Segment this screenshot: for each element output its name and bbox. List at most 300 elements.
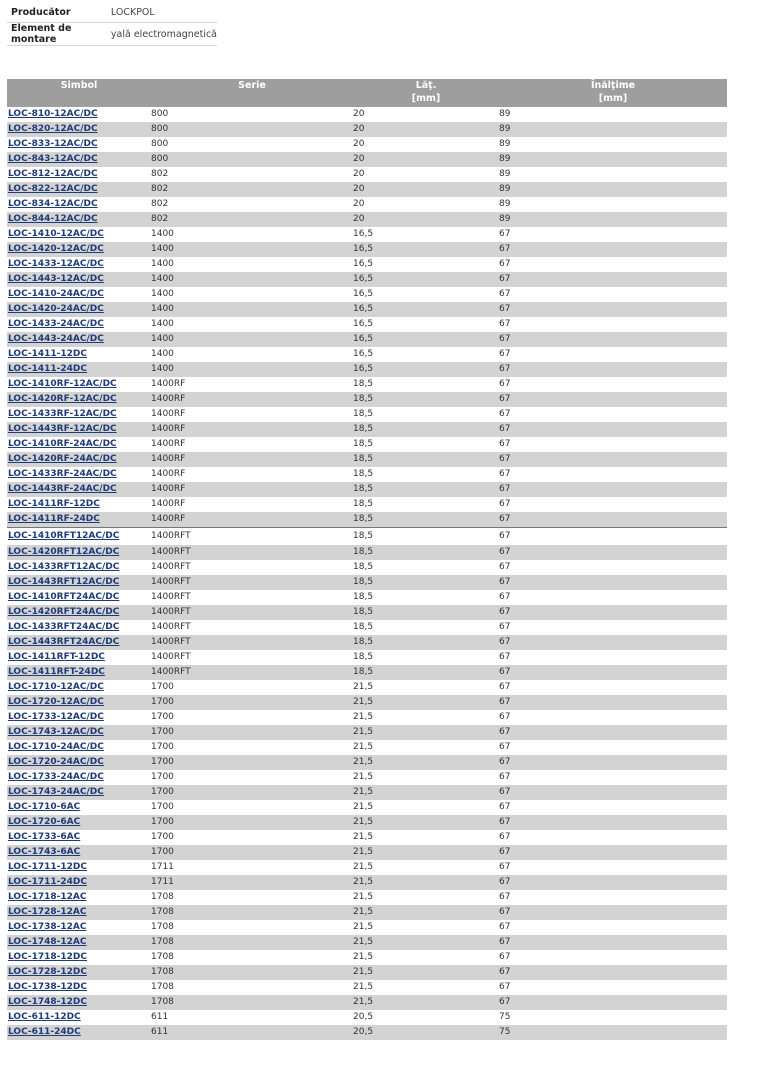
cell-serie: 1400RF [151,409,186,419]
cell-latime: 21,5 [353,892,374,902]
table-row [7,770,727,785]
cell-symbol [7,482,151,497]
cell-inaltime: 67 [499,755,727,770]
cell-latime: 18,5 [353,379,374,389]
product-symbol-link[interactable]: LOC-1410RFT12AC/DC [8,531,120,541]
cell-latime: 16,5 [353,302,499,317]
header-latime [353,79,499,107]
table-row [7,905,727,920]
cell-symbol [7,392,151,407]
product-symbol-link[interactable]: LOC-1410RF-24AC/DC [8,439,117,449]
cell-symbol [7,167,151,182]
product-symbol-link[interactable]: LOC-1443RF-24AC/DC [8,484,117,494]
cell-latime: 21,5 [353,845,499,860]
cell-symbol [7,680,151,695]
product-symbol-link[interactable]: LOC-1433RFT24AC/DC [8,622,120,632]
cell-serie: 1400RFT [151,635,353,650]
info-row-mounting [7,23,217,46]
cell-symbol [7,1025,151,1040]
table-row [7,950,727,965]
table-row [7,107,727,122]
product-symbol-link[interactable]: LOC-1748-12DC [8,997,87,1007]
cell-symbol [7,755,151,770]
cell-inaltime: 67 [499,229,511,239]
cell-symbol [7,650,151,665]
product-symbol-link[interactable]: LOC-1710-24AC/DC [8,742,104,752]
product-symbol-link[interactable]: LOC-1433RF-24AC/DC [8,469,117,479]
cell-symbol [7,512,151,528]
product-symbol-link[interactable]: LOC-1728-12AC [8,907,87,917]
cell-latime: 18,5 [353,622,374,632]
cell-symbol [7,197,151,212]
cell-inaltime: 67 [499,319,511,329]
cell-symbol [7,407,151,422]
cell-serie: 1400 [151,272,353,287]
cell-inaltime: 67 [499,935,727,950]
cell-latime: 21,5 [353,712,374,722]
cell-inaltime: 67 [499,605,727,620]
product-symbol-link[interactable]: LOC-834-12AC/DC [8,199,98,209]
cell-symbol [7,377,151,392]
product-symbol-link[interactable]: LOC-810-12AC/DC [8,109,98,119]
table-row [7,890,727,905]
cell-latime: 18,5 [353,605,499,620]
cell-inaltime: 89 [499,212,727,227]
product-symbol-link[interactable]: LOC-1443RF-12AC/DC [8,424,117,434]
cell-latime: 16,5 [353,332,499,347]
cell-symbol [7,905,151,920]
cell-inaltime: 67 [499,815,727,830]
cell-inaltime: 67 [499,982,511,992]
cell-inaltime: 67 [499,725,727,740]
cell-latime: 21,5 [353,742,374,752]
cell-serie: 800 [151,152,353,167]
cell-latime: 20 [353,109,365,119]
info-value: LOCKPOL [107,2,217,23]
header-simbol [7,79,151,107]
cell-inaltime: 89 [499,199,511,209]
product-symbol-link[interactable]: LOC-1411-12DC [8,349,87,359]
cell-inaltime: 67 [499,845,727,860]
cell-serie: 1700 [151,845,353,860]
table-row [7,560,727,575]
cell-inaltime: 67 [499,665,727,680]
cell-latime: 18,5 [353,635,499,650]
product-symbol-link[interactable]: LOC-1733-24AC/DC [8,772,104,782]
table-row [7,377,727,392]
table-row [7,965,727,980]
product-symbol-link[interactable]: LOC-1433-24AC/DC [8,319,104,329]
cell-serie: 1400RF [151,439,186,449]
cell-serie: 611 [151,1025,353,1040]
cell-inaltime: 67 [499,862,511,872]
cell-serie: 802 [151,169,169,179]
product-symbol-link[interactable]: LOC-1743-24AC/DC [8,787,104,797]
cell-latime: 18,5 [353,545,499,560]
product-symbol-link[interactable]: LOC-1433RF-12AC/DC [8,409,117,419]
cell-inaltime: 67 [499,562,511,572]
table-row [7,302,727,317]
product-symbol-link[interactable]: LOC-1748-12AC [8,937,87,947]
product-symbol-link[interactable]: LOC-1420-24AC/DC [8,304,104,314]
product-symbol-link[interactable]: LOC-1420RFT12AC/DC [8,547,120,557]
cell-symbol [7,122,151,137]
table-row [7,287,727,302]
cell-latime: 16,5 [353,242,499,257]
cell-inaltime: 75 [499,1025,727,1040]
cell-inaltime: 67 [499,302,727,317]
cell-symbol [7,575,151,590]
cell-symbol [7,980,151,995]
cell-latime: 16,5 [353,259,374,269]
cell-symbol [7,605,151,620]
cell-serie: 1400 [151,302,353,317]
cell-symbol [7,212,151,227]
table-row [7,332,727,347]
cell-symbol [7,710,151,725]
product-symbol-link[interactable]: LOC-1411RF-24DC [8,514,100,524]
cell-inaltime: 67 [499,512,727,528]
product-symbol-link[interactable]: LOC-1410RFT24AC/DC [8,592,120,602]
cell-serie: 1400RFT [151,622,191,632]
cell-serie: 1400RF [151,482,353,497]
table-row [7,800,727,815]
product-symbol-link[interactable]: LOC-1420RF-12AC/DC [8,394,117,404]
product-symbol-link[interactable]: LOC-1410-24AC/DC [8,289,104,299]
table-row [7,197,727,212]
cell-inaltime: 67 [499,575,727,590]
cell-serie: 1400 [151,259,174,269]
cell-latime: 20 [353,122,499,137]
cell-latime: 21,5 [353,995,499,1010]
cell-symbol [7,845,151,860]
cell-latime: 18,5 [353,439,374,449]
product-symbol-link[interactable]: LOC-1711-12DC [8,862,87,872]
cell-inaltime: 67 [499,349,511,359]
product-symbol-link[interactable]: LOC-1420RF-24AC/DC [8,454,117,464]
cell-inaltime: 67 [499,682,511,692]
table-row [7,1025,727,1040]
table-row [7,605,727,620]
table-row [7,167,727,182]
table-row [7,392,727,407]
cell-symbol [7,152,151,167]
product-symbol-link[interactable]: LOC-1411RFT-12DC [8,652,105,662]
cell-inaltime: 67 [499,545,727,560]
product-symbol-link[interactable]: LOC-1718-12DC [8,952,87,962]
table-row [7,528,727,546]
cell-inaltime: 67 [499,905,727,920]
cell-latime: 21,5 [353,772,374,782]
cell-latime: 21,5 [353,922,374,932]
table-row [7,740,727,755]
cell-latime: 20,5 [353,1012,374,1022]
product-symbol-link[interactable]: LOC-1720-12AC/DC [8,697,104,707]
cell-serie: 1400 [151,242,353,257]
cell-inaltime: 67 [499,695,727,710]
cell-serie: 1708 [151,905,353,920]
table-row [7,122,727,137]
product-symbol-link[interactable]: LOC-1420RFT24AC/DC [8,607,120,617]
cell-symbol [7,950,151,965]
product-symbol-link[interactable]: LOC-1410RF-12AC/DC [8,379,117,389]
table-header-row [7,79,727,107]
cell-inaltime: 67 [499,289,511,299]
cell-symbol [7,347,151,362]
table-row [7,980,727,995]
cell-inaltime: 67 [499,892,511,902]
cell-serie: 1700 [151,802,174,812]
cell-symbol [7,332,151,347]
table-row [7,452,727,467]
product-symbol-link[interactable]: LOC-1738-12AC [8,922,87,932]
cell-symbol [7,725,151,740]
product-symbol-link[interactable]: LOC-1733-6AC [8,832,81,842]
cell-inaltime: 89 [499,109,511,119]
cell-serie: 1400RF [151,379,186,389]
table-row [7,635,727,650]
cell-symbol [7,590,151,605]
cell-symbol [7,800,151,815]
cell-inaltime: 67 [499,259,511,269]
table-row [7,665,727,680]
table-row [7,860,727,875]
cell-latime: 21,5 [353,682,374,692]
product-symbol-link[interactable]: LOC-1710-6AC [8,802,81,812]
cell-symbol [7,890,151,905]
cell-latime: 20 [353,182,499,197]
cell-symbol [7,665,151,680]
cell-serie: 1400RF [151,512,353,528]
cell-serie: 802 [151,212,353,227]
cell-inaltime: 67 [499,332,727,347]
product-symbol-link[interactable]: LOC-833-12AC/DC [8,139,98,149]
product-symbol-link[interactable]: LOC-1728-12DC [8,967,87,977]
cell-symbol [7,935,151,950]
cell-inaltime: 75 [499,1012,511,1022]
table-row [7,317,727,332]
header-simbol-label: Simbol [60,80,98,91]
info-label: Producător [7,2,107,23]
product-symbol-link[interactable]: LOC-1443-12AC/DC [8,274,104,284]
cell-serie: 1708 [151,892,174,902]
product-symbol-link[interactable]: LOC-1718-12AC [8,892,87,902]
cell-serie: 1708 [151,922,174,932]
product-symbol-link[interactable]: LOC-1720-24AC/DC [8,757,104,767]
cell-serie: 1700 [151,712,174,722]
cell-inaltime: 67 [499,742,511,752]
cell-symbol [7,272,151,287]
cell-inaltime: 67 [499,772,511,782]
cell-latime: 21,5 [353,725,499,740]
cell-latime: 21,5 [353,832,374,842]
table-row [7,437,727,452]
cell-inaltime: 67 [499,409,511,419]
cell-serie: 1400RFT [151,545,353,560]
product-symbol-link[interactable]: LOC-1733-12AC/DC [8,712,104,722]
cell-serie: 1400RFT [151,575,353,590]
cell-symbol [7,875,151,890]
table-row [7,545,727,560]
table-row [7,362,727,377]
cell-inaltime: 89 [499,122,727,137]
cell-symbol [7,317,151,332]
cell-symbol [7,182,151,197]
cell-serie: 1400RFT [151,605,353,620]
product-symbol-link[interactable]: LOC-843-12AC/DC [8,154,98,164]
cell-symbol [7,740,151,755]
cell-latime: 18,5 [353,469,374,479]
cell-symbol [7,1010,151,1025]
cell-inaltime: 67 [499,875,727,890]
table-row [7,695,727,710]
cell-serie: 800 [151,139,169,149]
table-row [7,725,727,740]
table-row [7,497,727,512]
cell-serie: 802 [151,199,169,209]
product-symbol-link[interactable]: LOC-1743-12AC/DC [8,727,104,737]
product-symbol-link[interactable]: LOC-812-12AC/DC [8,169,98,179]
cell-latime: 20,5 [353,1025,499,1040]
product-symbol-link[interactable]: LOC-822-12AC/DC [8,184,98,194]
cell-inaltime: 67 [499,965,727,980]
cell-latime: 21,5 [353,815,499,830]
table-row [7,815,727,830]
cell-symbol [7,242,151,257]
cell-serie: 1400RF [151,469,186,479]
cell-inaltime: 67 [499,712,511,722]
cell-latime: 16,5 [353,289,374,299]
cell-inaltime: 67 [499,392,727,407]
cell-latime: 21,5 [353,695,499,710]
cell-inaltime: 89 [499,152,727,167]
cell-symbol [7,107,151,122]
cell-latime: 18,5 [353,665,499,680]
product-symbol-link[interactable]: LOC-1443-24AC/DC [8,334,104,344]
cell-latime: 18,5 [353,592,374,602]
cell-inaltime: 67 [499,362,727,377]
cell-latime: 21,5 [353,802,374,812]
cell-latime: 18,5 [353,392,499,407]
product-symbol-link[interactable]: LOC-1433RFT12AC/DC [8,562,120,572]
cell-inaltime: 67 [499,499,511,509]
cell-latime: 21,5 [353,755,499,770]
product-symbol-link[interactable]: LOC-1443RFT24AC/DC [8,637,120,647]
table-row [7,830,727,845]
product-symbol-link[interactable]: LOC-1433-12AC/DC [8,259,104,269]
cell-symbol [7,452,151,467]
cell-symbol [7,227,151,242]
cell-latime: 20 [353,169,365,179]
cell-symbol [7,965,151,980]
cell-symbol [7,560,151,575]
cell-serie: 1700 [151,695,353,710]
cell-inaltime: 67 [499,528,727,546]
cell-latime: 16,5 [353,319,374,329]
product-symbol-link[interactable]: LOC-1411RF-12DC [8,499,100,509]
cell-serie: 1700 [151,742,174,752]
cell-latime: 21,5 [353,785,499,800]
product-symbol-link[interactable]: LOC-844-12AC/DC [8,214,98,224]
cell-serie: 1400 [151,349,174,359]
product-symbol-link[interactable]: LOC-1420-12AC/DC [8,244,104,254]
cell-serie: 1400RFT [151,592,191,602]
table-row [7,785,727,800]
cell-serie: 1400 [151,332,353,347]
cell-latime: 20 [353,139,365,149]
table-row [7,227,727,242]
product-symbol-link[interactable]: LOC-1443RFT12AC/DC [8,577,120,587]
cell-symbol [7,437,151,452]
table-row [7,152,727,167]
cell-inaltime: 67 [499,439,511,449]
cell-symbol [7,635,151,650]
cell-serie: 1700 [151,832,174,842]
cell-inaltime: 67 [499,469,511,479]
cell-symbol [7,257,151,272]
product-symbol-link[interactable]: LOC-1720-6AC [8,817,81,827]
header-serie-label: Serie [238,80,266,91]
cell-inaltime: 67 [499,379,511,389]
table-row [7,212,727,227]
cell-latime: 20 [353,152,499,167]
header-latime-label: Lăţ. [415,80,437,91]
cell-serie: 1400RF [151,392,353,407]
product-symbol-link[interactable]: LOC-1711-24DC [8,877,87,887]
cell-symbol [7,815,151,830]
cell-serie: 1708 [151,995,353,1010]
table-row [7,650,727,665]
cell-serie: 1711 [151,862,174,872]
cell-serie: 800 [151,122,353,137]
header-inaltime [499,79,727,107]
product-symbol-link[interactable]: LOC-1411RFT-24DC [8,667,105,677]
table-row [7,182,727,197]
cell-latime: 21,5 [353,965,499,980]
cell-symbol [7,620,151,635]
product-symbol-link[interactable]: LOC-611-24DC [8,1027,81,1037]
cell-latime: 21,5 [353,982,374,992]
product-symbol-link[interactable]: LOC-1410-12AC/DC [8,229,104,239]
cell-inaltime: 89 [499,169,511,179]
table-row [7,272,727,287]
cell-serie: 1400RF [151,499,186,509]
product-symbol-link[interactable]: LOC-1738-12DC [8,982,87,992]
table-row [7,590,727,605]
cell-inaltime: 67 [499,272,727,287]
product-symbol-link[interactable]: LOC-1710-12AC/DC [8,682,104,692]
product-symbol-link[interactable]: LOC-1743-6AC [8,847,81,857]
cell-latime: 21,5 [353,905,499,920]
cell-symbol [7,695,151,710]
cell-inaltime: 89 [499,139,511,149]
product-symbol-link[interactable]: LOC-611-12DC [8,1012,81,1022]
table-row [7,680,727,695]
cell-symbol [7,860,151,875]
product-symbol-link[interactable]: LOC-1411-24DC [8,364,87,374]
cell-latime: 18,5 [353,652,374,662]
cell-symbol [7,785,151,800]
cell-inaltime: 67 [499,242,727,257]
cell-inaltime: 67 [499,922,511,932]
cell-inaltime: 67 [499,952,511,962]
product-symbol-link[interactable]: LOC-820-12AC/DC [8,124,98,134]
header-serie [151,79,353,107]
product-info-table [7,2,217,46]
cell-inaltime: 67 [499,995,727,1010]
cell-serie: 1400RFT [151,652,191,662]
cell-symbol [7,287,151,302]
